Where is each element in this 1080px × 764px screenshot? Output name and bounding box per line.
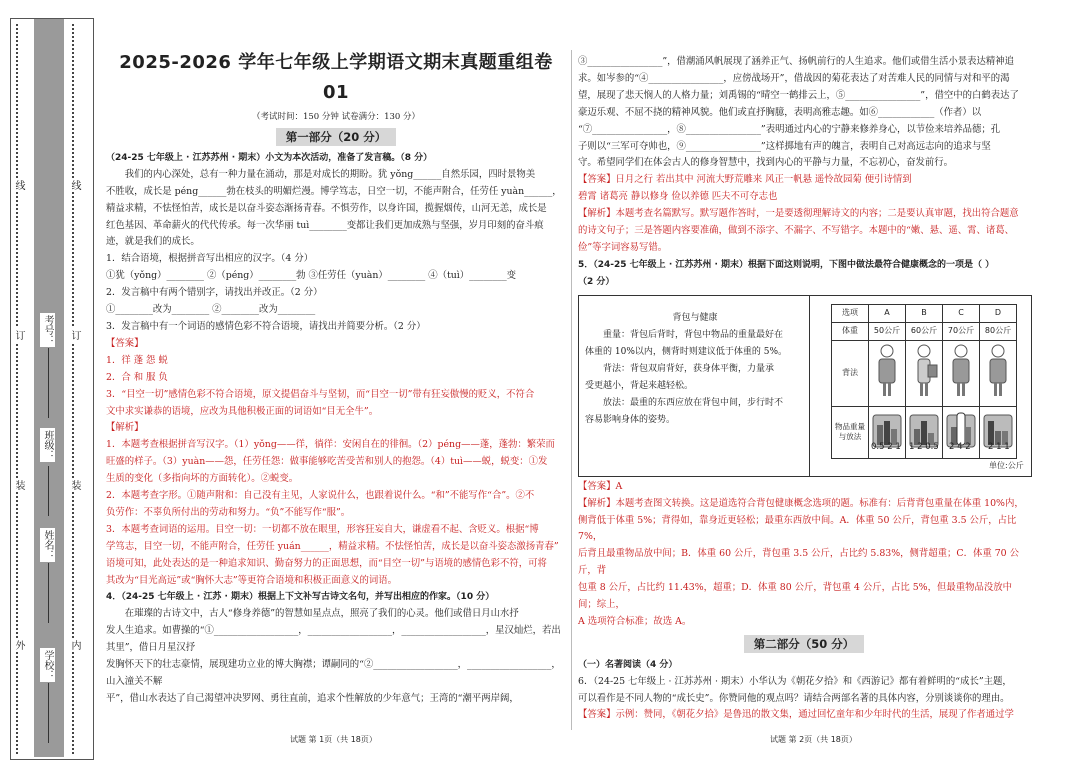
q4-line-3: 发胸怀天下的壮志豪情，展现建功立业的博大胸襟；谭嗣同的“②__________________，__________________，山入潼关不解 — [106, 659, 561, 687]
passage-line-1: 我们的内心深处，总有一种力量在涌动，那是对成长的期盼。犹 yǒng______自然乐园，四时景物美 — [124, 168, 536, 180]
table-row-weight — [832, 322, 1017, 340]
q5-header: 5．（24-25 七年级上 · 江苏苏州 · 期末）根据下面这则说明，下图中做法最符合健康概念的一项是（ ） — [578, 259, 995, 270]
weights-b: 1 2 0.5 — [909, 441, 939, 452]
q4-cont-line-2: 求。如岑参的“④________________，应傍战场开”，借战因的菊花表达了对苦难人民的同情与对和平的渴 — [578, 72, 1010, 84]
passage-line-5: 迹，就是我们的成长。 — [106, 236, 200, 248]
answer-label: 【答案】 — [106, 337, 144, 349]
analysis-line-2: 旺盛的样子。（3）yuàn——怨，任劳任怨：做事能够吃苦受苦和别人的抱怨。（4）tuì——蜕，蜕变：①发 — [106, 456, 548, 468]
q4-answer-line-2: 碧霄 诸葛亮 静以修身 俭以养德 匹夫不可夺志也 — [578, 191, 778, 203]
figure-text-6: 容易影响身体的姿势。 — [585, 414, 676, 425]
person-side-bag-icon — [909, 343, 939, 397]
passage-line-3: 精益求精，不怯怪怕苦，成长是以奋斗姿态渐扬青春。不惧劳作，以身许国，揽握烟传，山河无恙，成长是 — [106, 202, 547, 214]
table-cell: B — [906, 304, 943, 322]
exam-title: 2025-2026 学年七年级上学期语文期末真题重组卷 01 — [119, 52, 553, 103]
part2-heading — [578, 635, 1030, 655]
strip-label-school: 学校： — [42, 650, 53, 680]
q5-score: （2 分） — [578, 276, 615, 287]
person-backpack-icon — [872, 343, 902, 397]
strip-label-exam-no: 考号： — [42, 315, 53, 345]
q4-cont-line-7: 守。希望同学们在体会古人的修身智慧中，找到内心的平静与力量，不忘初心，奋发前行。 — [578, 157, 954, 169]
analysis-line-6: 3．本题考查词语的运用。目空一切：一切都不放在眼里，形容狂妄自大，谦虚看不起、含贬义。根据“博 — [106, 523, 539, 535]
q4-cont-line-4: 豪迈乐观、不屈不挠的精神风貌。他们或直抒胸臆，表明高雅志趣。如⑥____________（作者）以 — [578, 106, 982, 118]
q5-analysis-line-4: 包重 8 公斤，占比约 11.43%，超重；D．体重 80 公斤，背包重 4 公斤，占比 5%，但最重物品没放中间；综上， — [578, 582, 1012, 611]
figure-divider — [809, 296, 810, 476]
answer-line-2: 2．合 和 服 负 — [106, 371, 168, 383]
q1-item-1-blanks: ①犹（yǒng）________ ②（péng）________勃 ③任劳任（yuàn）________ ④（tuì）________变 — [106, 270, 517, 282]
q4-analysis-line-2: 的诗文句子；三是答题内容要准确，做到不添字、不漏字、不写错字。本题中的“嫩、悬、遥、霄、诸葛、 — [578, 225, 1015, 237]
q4-analysis-line-1: 【解析】本题考查名篇默写。默写题作答时，一是要透彻理解诗文的内容；二是要认真审题，找出符合题意 — [578, 208, 1019, 220]
table-row-header — [832, 304, 1017, 322]
q4-cont-line-3: 望，展现了悲天悯人的人格力量；刘禹锡的“晴空一鹤排云上，⑤________________”，借空中的白鹤表达了 — [578, 89, 1019, 101]
figure-unit: 单位:公斤 — [989, 460, 1024, 470]
backpack-figure — [578, 295, 1032, 477]
table-cell: 70公斤 — [943, 322, 980, 340]
passage-line-4: 红色基因、革命薪火的代代传承。每一次华丽 tuì________变都让我们更加成熟与坚强，岁月印刻的奋斗痕 — [106, 219, 544, 231]
gray-binding-band — [34, 19, 64, 757]
options-table — [831, 304, 1017, 459]
q4-line-4: 平”，借山水表达了自己渴望冲决罗网、勇往直前，追求个性解放的少年意气；王湾的“潮平两岸阔， — [106, 692, 519, 704]
table-cell: C — [943, 304, 980, 322]
strip-label-name: 姓名： — [42, 530, 53, 560]
figure-text-5: 放法：最重的东西应放在背包中间，步行时不 — [603, 397, 784, 408]
carry-figure-d — [980, 340, 1017, 406]
q4-cont-line-6: 子则以“三军可夺帅也，⑨________________”这样掷地有声的魄言，表明自己对高远志向的追求与坚 — [578, 140, 991, 152]
q4-cont-line-5: “⑦________________，⑧________________”表明通过内心的宁静来修养身心，以节俭来培养品德；孔 — [578, 123, 1001, 135]
class-blank — [48, 466, 49, 516]
table-cell: 50公斤 — [869, 322, 906, 340]
q5-analysis-line-5: A 选项符合标准；故选 A。 — [578, 615, 692, 627]
strip-label-bind: 装 — [13, 480, 24, 490]
analysis-line-7: 学笃志，目空一切，不能声附合，任劳任 yuán______，精益求精。不怯怪怕苦，成长是以奋斗姿态激扬青春” — [106, 540, 559, 552]
weights-c: 2 4 2 — [949, 441, 971, 452]
strip-label-order: 订 — [13, 330, 24, 340]
strip-label-outer: 外 — [13, 640, 24, 650]
analysis-line-5: 负劳作：不辜负所付出的劳动和努力。“负”不能写作“服”。 — [106, 506, 351, 518]
carry-figure-a — [869, 340, 906, 406]
answer-line-1: 1．徉 蓬 怨 蜕 — [106, 354, 168, 366]
strip-label-line: 线 — [13, 180, 24, 190]
carry-figure-c — [943, 340, 980, 406]
q1-item-3: 3．发言稿中有一个词语的感情色彩不符合语境，请找出并简要分析。（2 分） — [106, 320, 426, 332]
figure-text-3: 背法：背包双肩背好，获身体平衡，力量承 — [603, 363, 775, 374]
q5-analysis-line-3: 后背且最重物品放中间；B．体重 60 公斤，背包重 3.5 公斤，占比约 5.83%，侧背超重；C．体重 70 公斤，背 — [578, 548, 1019, 577]
table-cell: 物品重量与放法 — [832, 406, 869, 458]
table-cell: 60公斤 — [906, 322, 943, 340]
name-blank — [48, 563, 49, 623]
table-cell: 选项 — [832, 304, 869, 322]
analysis-line-4: 2．本题考查字形。①随声附和：自己没有主见，人家说什么，也跟着说什么。“和”不能写作“合”。②不 — [106, 490, 535, 502]
q4-cont-line-1: ③________________”，借潮涌风帆展现了涵养正气、扬帆前行的人生追求。他们或借生活小景表达精神追 — [578, 56, 1015, 67]
footer-page-1: 试题 第 1页（共 18页） — [290, 735, 377, 744]
q1-item-2-blanks: ①________改为________ ②________改为________ — [106, 304, 316, 316]
figure-text-4: 受更越小，背起来越轻松。 — [585, 380, 694, 391]
weights-a: 0.5 2 1 — [871, 441, 901, 452]
figure-explanation — [585, 310, 805, 429]
q1-item-1: 1．结合语境，根据拼音写出相应的汉字。（4 分） — [106, 253, 314, 265]
part1-heading-text: 第一部分（20 分） — [276, 128, 397, 146]
q5-analysis-line-2: 侧背低于体重 5%；背得如，靠身近更轻松；最重东西放中间。A．体重 50 公斤，背包重 3.5 公斤，占比 7%， — [578, 514, 1017, 543]
q6-answer: 【答案】示例：赞同，《朝花夕拾》是鲁迅的散文集，通过回忆童年和少年时代的生活，展现了作者通过学 — [578, 709, 1014, 721]
person-backpack-icon — [946, 343, 976, 397]
q1-header: （24-25 七年级上 · 江苏苏州 · 期末）小文为本次活动，准备了发言稿。（8 分） — [106, 152, 433, 163]
q6-line-2: 可以看作是不同人物的“成长史”。你赞同他的观点吗？请结合两部名著的具体内容，分别谈谈你的理由。 — [578, 692, 1010, 704]
exam-no-blank — [48, 348, 49, 418]
answer-line-4: 文中求实谦恭的语境，应改为具他积极正面的词语如“目无全牛”。 — [106, 405, 379, 417]
q5-answer: 【答案】A — [578, 480, 623, 492]
school-blank — [48, 683, 49, 743]
strip-label-class: 班级： — [42, 430, 53, 460]
q6-line-1: 6．（24-25 七年级上 · 江苏苏州 · 期末）小华认为《朝花夕拾》和《西游记》都有着鲜明的“成长”主题， — [578, 675, 1012, 687]
q4-analysis-line-3: 俭”等字词容易写错。 — [578, 241, 668, 253]
q4-line-1: 在璀璨的古诗文中，古人“修身养德”的智慧如星点点，照亮了我们的心灵。他们或借日月山水抒 — [124, 608, 519, 620]
q4-answer-line-1: 【答案】日月之行 若出其中 河流大野荒雕来 风正一帆悬 遥怜故园菊 便引诗情到 — [578, 174, 912, 186]
figure-title: 背包与健康 — [672, 312, 718, 323]
person-backpack-icon — [983, 343, 1013, 397]
q4-line-2: 发人生追求。如曹操的“①__________________，__________________，__________________，星汉灿烂，若出其里”，借日月星汉抒 — [106, 625, 561, 654]
strip-label-line-inner: 线 — [69, 180, 80, 190]
q1-item-2: 2．发言稿中有两个错别字，请找出并改正。（2 分） — [106, 287, 323, 299]
analysis-line-8: 语境可知，此处表达的是一种追求知识、勤奋努力的正面思想，而“目空一切”与语境的感情色彩不符，可将 — [106, 557, 547, 569]
table-cell: D — [980, 304, 1017, 322]
analysis-line-9: 其改为“目光高远”或“胸怀大志”等更符合语境和积极正面意义的词语。 — [106, 574, 398, 586]
answer-line-3: 3．“目空一切”感情色彩不符合语境，原文提倡奋斗与坚韧，而“目空一切”带有狂妄傲慢的贬义，不符合 — [106, 388, 535, 400]
left-column — [106, 48, 566, 708]
table-cell: 背法 — [832, 340, 869, 406]
strip-label-inner: 内 — [69, 640, 80, 650]
analysis-line-1: 1．本题考查根据拼音写汉字。（1）yǒng——徉，徜徉：安闲自在的徘徊。（2）péng——蓬，蓬勃：繁荣而 — [106, 439, 555, 451]
q5-analysis-line-1: 【解析】本题考查图文转换。这是道选符合背包健康概念选项的题。标准有：后背背包重量在体重 10%内， — [578, 497, 1024, 509]
carry-figure-b — [906, 340, 943, 406]
strip-label-bind-inner: 装 — [69, 480, 80, 490]
analysis-label: 【解析】 — [106, 422, 144, 434]
figure-text-1: 重量：背包后背时，背包中物品的重量最好在 — [603, 329, 784, 340]
passage-line-2: 不胜收，成长是 péng______勃在枝头的明媚烂漫。博学笃志，日空一切，不能声附合，任劳任 yuàn______， — [106, 185, 562, 197]
weights-d: 2 1 1 — [988, 441, 1010, 452]
exam-info: （考试时间：150 分钟 试卷满分：130 分） — [251, 112, 421, 122]
footer-page-2: 试题 第 2页（共 18页） — [770, 735, 857, 744]
figure-text-2: 体重的 10%以内，侧背时则建议低于体重的 5%。 — [585, 346, 788, 357]
analysis-line-3: 生质的变化（多指向坏的方面转化）。②蜕变。 — [106, 473, 299, 485]
column-divider — [571, 50, 572, 730]
q4-header: 4．（24-25 七年级上 · 江苏 · 期末）根据上下文补写古诗文名句，并写出相应的作家。（10 分） — [106, 592, 495, 603]
part2-heading-text: 第二部分（50 分） — [744, 635, 865, 653]
table-cell: 80公斤 — [980, 322, 1017, 340]
binding-strip — [0, 18, 98, 764]
right-column — [578, 54, 1030, 724]
strip-label-order-inner: 订 — [69, 330, 80, 340]
section-1-heading: （一）名著阅读（4 分） — [578, 659, 678, 670]
table-cell: A — [869, 304, 906, 322]
table-row-carry — [832, 340, 1017, 406]
table-cell: 体重 — [832, 322, 869, 340]
part1-heading — [106, 128, 566, 148]
